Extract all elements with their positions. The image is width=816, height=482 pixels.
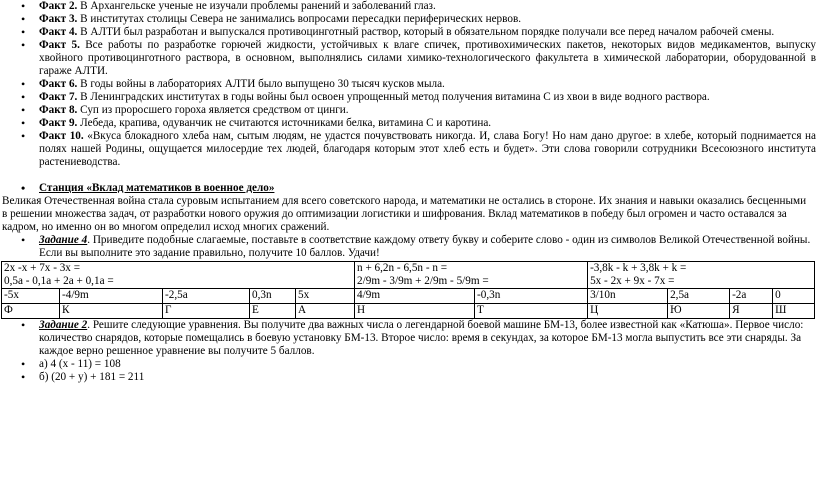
value-cell: 0,3n — [250, 289, 296, 304]
simplify-table — [1, 261, 815, 319]
task2-list — [0, 319, 816, 384]
equation-item: • б) (20 + y) + 181 = 211 — [0, 371, 816, 384]
fact-text: В Ленинградских институтах в годы войны был освоен упрощенный метод получения витамина С из хвои в виде водного раствора. — [77, 91, 710, 103]
letter-cell: А — [296, 304, 355, 319]
task4-list — [0, 234, 816, 260]
letter-cell: Т — [475, 304, 588, 319]
value-cell: 0 — [773, 289, 815, 304]
fact-label: Факт 7. — [39, 91, 78, 103]
station-intro: Великая Отечественная война стала суровым испытанием для всего советского народа, и математики не остались в стороне. Их знания и навыки оказались бесценными в решении множества задач, от разработки нового оружия до оптимизации логистики и шифрования. Вклад математиков в победу был огромен и часто оставался за кадром, но именно он во многом определил исход многих сражений. — [2, 195, 807, 233]
station-heading-list — [0, 182, 816, 195]
fact-label: Факт 5. — [39, 39, 80, 51]
value-cell: -2a — [730, 289, 773, 304]
letter-cell: Ш — [773, 304, 815, 319]
task4-title: Задание 4 — [39, 234, 88, 246]
fact-item — [0, 78, 816, 91]
fact-text: Лебеда, крапива, одуванчик не считаются источниками белка, витамина С и каротина. — [77, 117, 492, 129]
value-cell: -5x — [2, 289, 60, 304]
letter-cell: Е — [250, 304, 296, 319]
letter-cell: Ю — [668, 304, 730, 319]
fact-label: Факт 8. — [39, 104, 78, 116]
value-cell: -0,3n — [475, 289, 588, 304]
fact-label: Факт 2. — [39, 0, 78, 12]
fact-text: «Вкуса блокадного хлеба нам, сытым людям, не удастся почувствовать никогда. И, слава Богу! Но нам дано другое: в хлебе, который поднимается на полях нашей Родины, ощущается милосердие тех людей, благодаря которым этот хлеб есть и будет». Эти слова говорили сотрудники Всесоюзного института растениеводства. — [39, 130, 816, 168]
values-row — [2, 289, 815, 304]
fact-item — [0, 117, 816, 130]
letter-cell: Ф — [2, 304, 60, 319]
equation-cell — [355, 262, 588, 289]
equation-cell — [588, 262, 815, 289]
fact-item — [0, 39, 816, 78]
equation-line: 0,5a - 0,1a + 2a + 0,1a = — [4, 275, 114, 287]
letter-cell: Н — [355, 304, 475, 319]
equation-line: 2x -x + 7x - 3x = — [4, 262, 81, 274]
value-cell: -2,5a — [163, 289, 250, 304]
fact-label: Факт 9. — [39, 117, 78, 129]
equation-line: 5x - 2x + 9x - 7x = — [590, 275, 675, 287]
task4-text: . Приведите подобные слагаемые, поставьте в соответствие каждому ответу букву и соберите слово - один из символов Великой Отечественной войны. Если вы выполните это задание правильно, получите 10 баллов. Удачи! — [39, 234, 811, 259]
value-cell: -4/9m — [60, 289, 163, 304]
letters-row — [2, 304, 815, 319]
fact-text: В Архангельске ученые не изучали проблемы ранений и заболеваний глаз. — [77, 0, 436, 12]
fact-text: В АЛТИ был разработан и выпускался противоцинготный раствор, который в обязательном порядке получали все перед началом рабочей смены. — [77, 26, 775, 38]
fact-item — [0, 104, 816, 117]
fact-item — [0, 130, 816, 169]
fact-label: Факт 10. — [39, 130, 84, 142]
fact-item — [0, 13, 816, 26]
fact-text: Все работы по разработке горючей жидкости, устойчивых к влаге спичек, противохимических пакетов, некоторых видов медикаментов, выпуску хвойного противоцинготного раствора, в основном, выполнялись силами химико-технологического факультета в химической лаборатории, оборудованной в гараже АЛТИ. — [39, 39, 816, 77]
facts-list — [0, 0, 816, 169]
task2-item — [0, 319, 816, 358]
task2-text: . Решите следующие уравнения. Вы получите два важных числа о легендарной боевой машине БМ-13, более известной как «Катюша». Первое число: количество снарядов, которые помещались в боевую установку БМ-13. Второе число: время в секундах, за которое БМ-13 могла выпустить все эти снаряды. За каждое верно решенное уравнение вы получите 5 баллов. — [39, 319, 804, 357]
equation-line: -3,8k - k + 3,8k + k = — [590, 262, 687, 274]
value-cell: 4/9m — [355, 289, 475, 304]
fact-item — [0, 26, 816, 39]
fact-text: В институтах столицы Севера не занимались вопросами пересадки периферических нервов. — [77, 13, 522, 25]
letter-cell: К — [60, 304, 163, 319]
fact-label: Факт 3. — [39, 13, 78, 25]
fact-label: Факт 6. — [39, 78, 78, 90]
value-cell: 3/10n — [588, 289, 668, 304]
equations-row — [2, 262, 815, 289]
value-cell: 5x — [296, 289, 355, 304]
fact-text: В годы войны в лабораториях АЛТИ было выпущено 30 тысяч кусков мыла. — [77, 78, 445, 90]
letter-cell: Ц — [588, 304, 668, 319]
equation-item: • а) 4 (x - 11) = 108 — [0, 358, 816, 371]
task4-item — [0, 234, 816, 260]
fact-item — [0, 91, 816, 104]
fact-text: Суп из проросшего гороха является средством от цинги. — [77, 104, 349, 116]
letter-cell: Я — [730, 304, 773, 319]
equation-cell — [2, 262, 355, 289]
letter-cell: Г — [163, 304, 250, 319]
equation-line: n + 6,2n - 6,5n - n = — [357, 262, 448, 274]
value-cell: 2,5a — [668, 289, 730, 304]
equation-line: 2/9m - 3/9m + 2/9m - 5/9m = — [357, 275, 489, 287]
fact-label: Факт 4. — [39, 26, 78, 38]
fact-item — [0, 0, 816, 13]
task2-title: Задание 2 — [39, 319, 88, 331]
station-title: • Станция «Вклад математиков в военное дело» — [0, 182, 816, 195]
